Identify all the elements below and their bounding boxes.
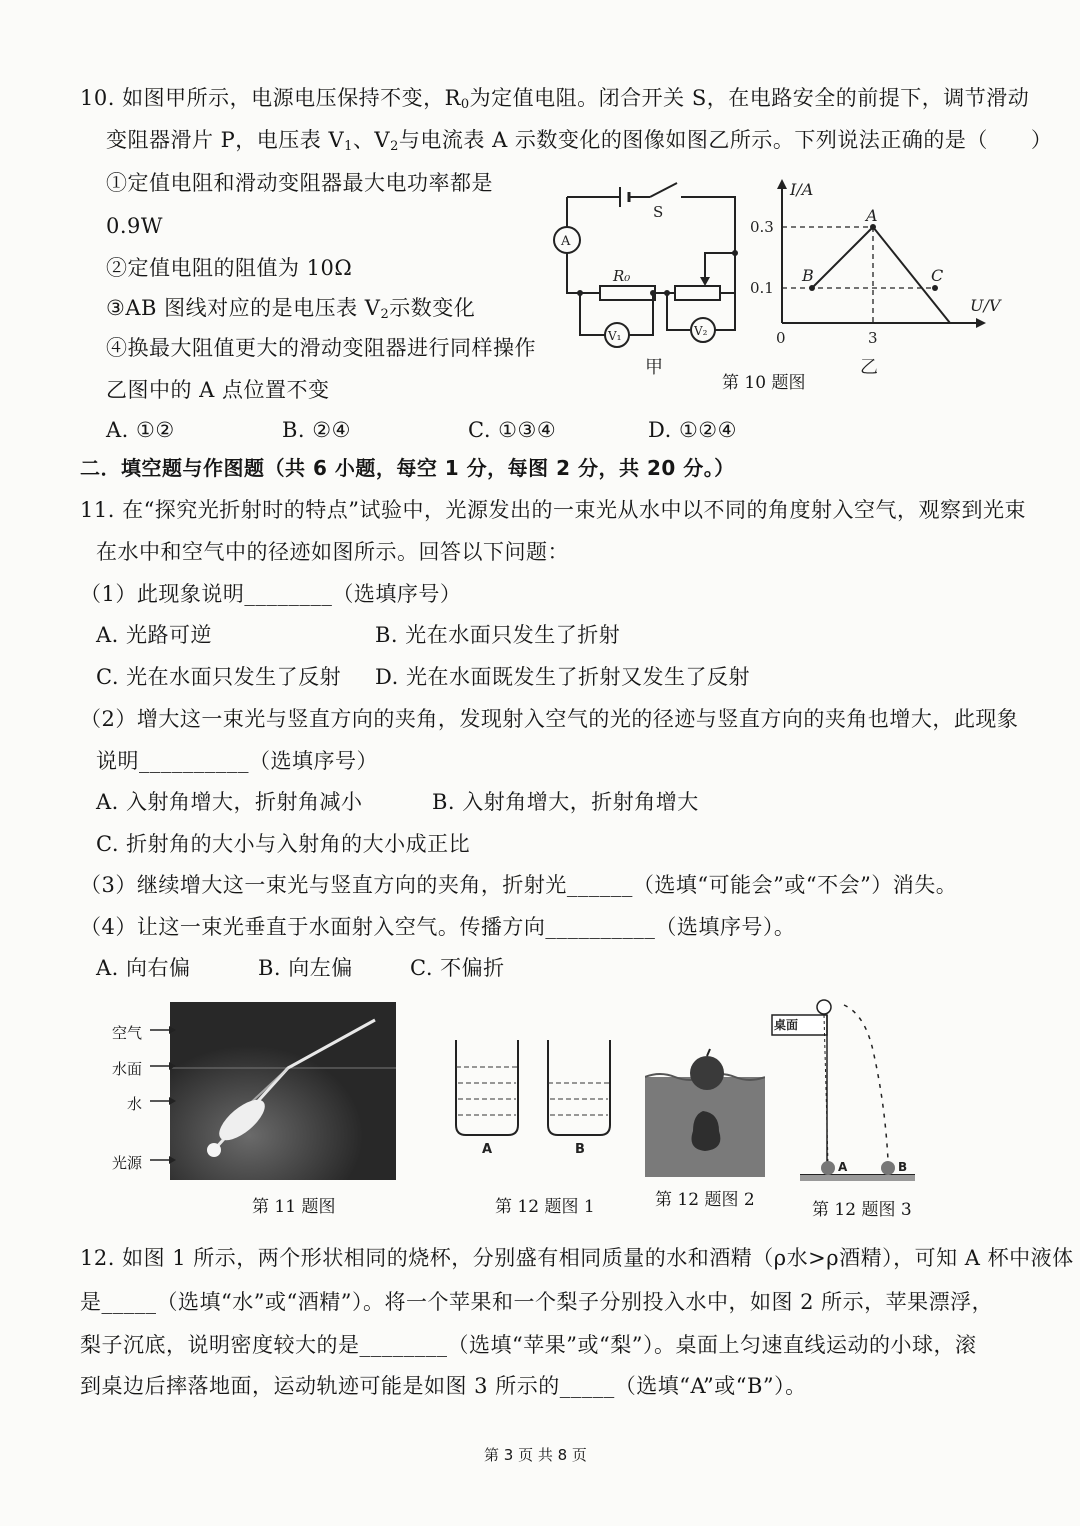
q10-stem-line1: 10. 如图甲所示，电源电压保持不变，$R_0$为定值电阻。闭合开关 S，在电路安全的前提下，调节滑动 <box>80 86 1030 112</box>
beaker-a-label: A <box>482 1142 493 1157</box>
q12-fig3-caption: 第 12 题图 3 <box>812 1200 912 1220</box>
q10-statement-2: ②定值电阻的阻值为 10Ω <box>106 256 353 280</box>
q11-p1-option-a[interactable]: A. 光路可逆 <box>96 623 213 647</box>
q10-option-d[interactable]: D. ①②④ <box>648 418 737 442</box>
q11-part2-line1: （2）增大这一束光与竖直方向的夹角，发现射入空气的光的径迹与竖直方向的夹角也增大，此现象 <box>80 707 1019 731</box>
photo-label-air: 空气 <box>112 1024 143 1042</box>
q12-line2: 是_____（选填“水”或“酒精”）。将一个苹果和一个梨子分别投入水中，如图 2 所示，苹果漂浮， <box>80 1290 994 1314</box>
q11-p2-option-c[interactable]: C. 折射角的大小与入射角的大小成正比 <box>96 832 471 856</box>
q10-stem-line2: 变阻器滑片 P，电压表 $V_1$、$V_2$与电流表 A 示数变化的图像如图乙所示。下列说法正确的是（ ） <box>106 128 1053 154</box>
q11-part1: （1）此现象说明________（选填序号） <box>80 582 462 606</box>
photo-label-water: 水 <box>127 1095 143 1113</box>
section-2-heading: 二．填空题与作图题（共 6 小题，每空 1 分，每图 2 分，共 20 分。） <box>80 456 735 480</box>
q11-p1-option-b[interactable]: B. 光在水面只发生了折射 <box>375 623 621 647</box>
photo-label-arrows <box>148 1020 178 1170</box>
point-c-label: C <box>931 266 944 285</box>
q10-figure-caption: 第 10 题图 <box>722 373 806 393</box>
q11-p2-option-a[interactable]: A. 入射角增大，折射角减小 <box>96 790 363 814</box>
y-tick-0.1: 0.1 <box>750 279 774 297</box>
circuit-caption: 甲 <box>645 357 663 378</box>
origin-label: 0 <box>776 329 786 347</box>
q12-fig3-trajectory <box>770 995 920 1185</box>
q10-circuit-diagram <box>545 175 750 380</box>
apple-icon <box>690 1056 724 1090</box>
q11-p4-option-a[interactable]: A. 向右偏 <box>96 956 191 980</box>
q12-fig1-beakers <box>448 1035 628 1165</box>
q11-p1-option-c[interactable]: C. 光在水面只发生了反射 <box>96 665 342 689</box>
q11-p1-option-d[interactable]: D. 光在水面既发生了折射又发生了反射 <box>375 665 750 689</box>
r0-label: R₀ <box>613 267 631 285</box>
x-tick-3: 3 <box>868 329 878 347</box>
q10-option-b[interactable]: B. ②④ <box>282 418 351 442</box>
v2-label: V₂ <box>694 324 708 338</box>
graph-caption: 乙 <box>860 357 878 378</box>
q11-stem-line1: 11. 在“探究光折射时的特点”试验中，光源发出的一束光从水中以不同的角度射入空气，观察到光束 <box>80 498 1027 522</box>
q11-part2-line2: 说明__________（选填序号） <box>96 749 378 773</box>
q11-p4-option-c[interactable]: C. 不偏折 <box>410 956 505 980</box>
point-b-label: B <box>802 266 814 285</box>
q11-part3: （3）继续增大这一束光与竖直方向的夹角，折射光______（选填“可能会”或“不会”）消失。 <box>80 873 958 897</box>
beaker-b-label: B <box>575 1142 585 1157</box>
q12-fig2-caption: 第 12 题图 2 <box>655 1190 755 1210</box>
table-label: 桌面 <box>774 1018 799 1032</box>
q11-figure-caption: 第 11 题图 <box>252 1197 336 1217</box>
q10-statement-3: ③AB 图线对应的是电压表 $V_2$示数变化 <box>106 296 476 322</box>
q12-line1: 12. 如图 1 所示，两个形状相同的烧杯，分别盛有相同质量的水和酒精（ρ水>ρ酒精），可知 A 杯中液体 <box>80 1246 1074 1270</box>
q12-line4: 到桌边后摔落地面，运动轨迹可能是如图 3 所示的_____（选填“A”或“B”）。 <box>80 1374 807 1398</box>
q12-line3: 梨子沉底，说明密度较大的是________（选填“苹果”或“梨”）。桌面上匀速直线运动的小球，滚 <box>80 1333 977 1357</box>
v1-label: V₁ <box>608 329 622 343</box>
page-footer: 第 3 页 共 8 页 <box>484 1446 587 1464</box>
y-tick-0.3: 0.3 <box>750 218 774 236</box>
ammeter-label: A <box>561 234 571 249</box>
x-axis-label: U/V <box>970 296 1001 315</box>
point-a-label: A <box>866 206 878 225</box>
trajectory-a-label: A <box>838 1160 848 1174</box>
q11-p2-option-b[interactable]: B. 入射角增大，折射角增大 <box>432 790 699 814</box>
q10-option-c[interactable]: C. ①③④ <box>468 418 557 442</box>
q10-iu-graph <box>740 175 1020 380</box>
y-axis-label: I/A <box>790 180 814 199</box>
q10-statement-4-cont: 乙图中的 A 点位置不变 <box>106 378 330 402</box>
line-ab <box>812 227 873 288</box>
q10-statement-1: ①定值电阻和滑动变阻器最大电功率都是 <box>106 171 493 195</box>
q12-fig1-caption: 第 12 题图 1 <box>495 1197 595 1217</box>
q10-statement-1-value: 0.9W <box>106 214 163 238</box>
photo-label-water-surface: 水面 <box>112 1060 143 1078</box>
trajectory-b-label: B <box>898 1160 908 1174</box>
q11-stem-line2: 在水中和空气中的径迹如图所示。回答以下问题： <box>96 540 569 564</box>
q11-p4-option-b[interactable]: B. 向左偏 <box>258 956 353 980</box>
q10-statement-4: ④换最大阻值更大的滑动变阻器进行同样操作 <box>106 336 536 360</box>
switch-label: S <box>653 203 664 221</box>
q11-refraction-photo <box>170 1002 396 1180</box>
q11-part4: （4）让这一束光垂直于水面射入空气。传播方向__________（选填序号）。 <box>80 915 796 939</box>
q12-fig2-apple-pear <box>645 1045 765 1177</box>
q10-option-a[interactable]: A. ①② <box>106 418 175 442</box>
photo-label-light-source: 光源 <box>112 1154 143 1172</box>
